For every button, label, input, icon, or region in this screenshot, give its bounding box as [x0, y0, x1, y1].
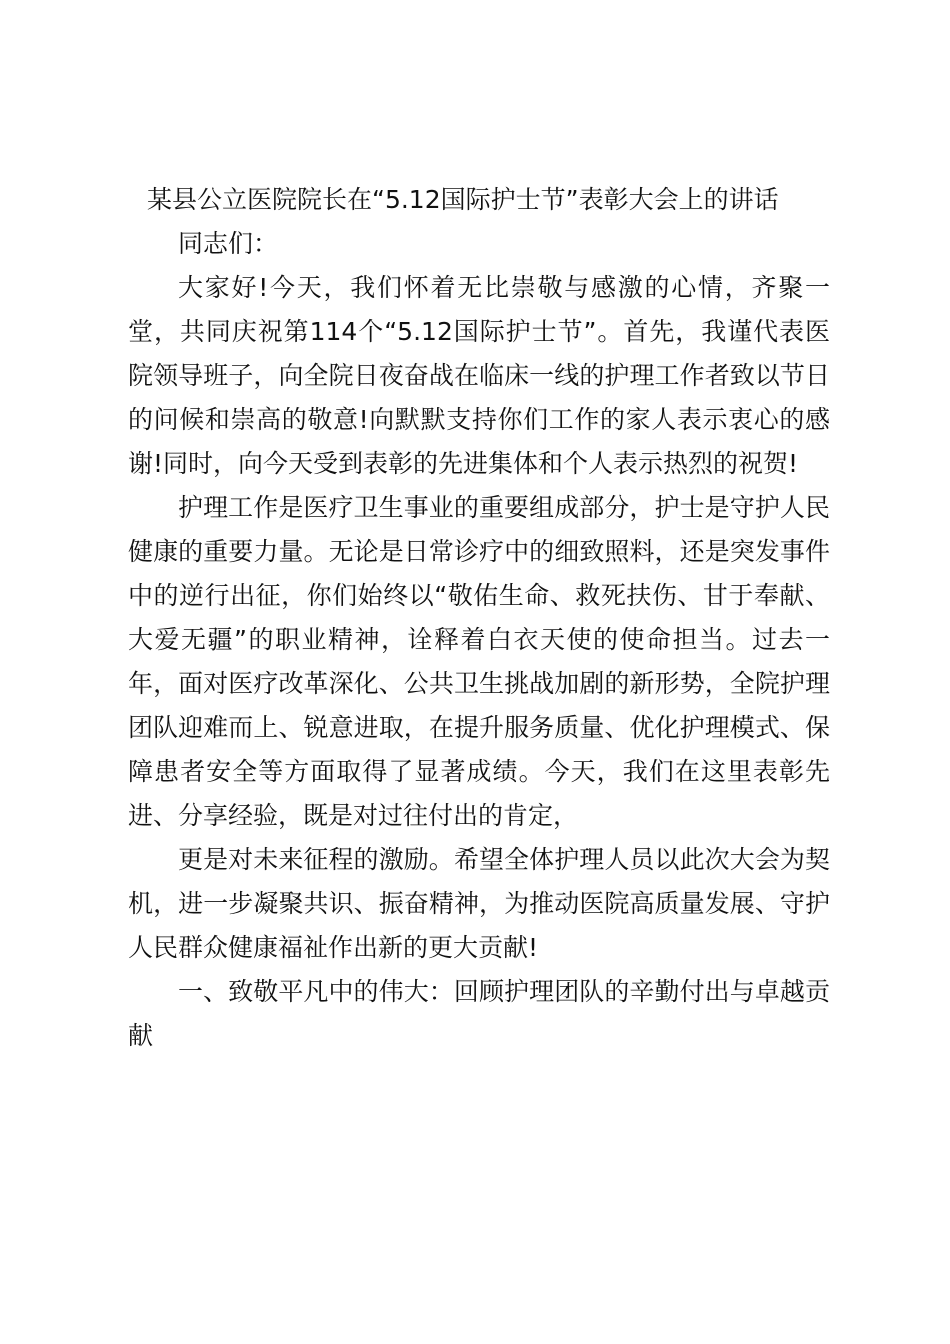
- page-title: 某县公立医院院长在“5.12国际护士节”表彰大会上的讲话: [147, 185, 779, 214]
- salutation-paragraph: 同志们：: [178, 229, 279, 258]
- document-body: [128, 222, 830, 1058]
- body-paragraph: 大家好!今天，我们怀着无比崇敬与感激的心情，齐聚一堂，共同庆祝第114个“5.12国际护士节”。首先，我谨代表医院领导班子，向全院日夜奋战在临床一线的护理工作者致以节日的问候和崇高的敬意!向默默支持你们工作的家人表示衷心的感谢!同时，向今天受到表彰的先进集体和个人表示热烈的祝贺!: [128, 273, 830, 478]
- body-paragraph: 更是对未来征程的激励。希望全体护理人员以此次大会为契机，进一步凝聚共识、振奋精神，为推动医院高质量发展、守护人民群众健康福祉作出新的更大贡献!: [128, 845, 830, 962]
- section-heading: 一、致敬平凡中的伟大：回顾护理团队的辛勤付出与卓越贡献: [128, 977, 830, 1050]
- body-paragraph: 护理工作是医疗卫生事业的重要组成部分，护士是守护人民健康的重要力量。无论是日常诊疗中的细致照料，还是突发事件中的逆行出征，你们始终以“敬佑生命、救死扶伤、甘于奉献、大爱无疆”的职业精神，诠释着白衣天使的使命担当。过去一年，面对医疗改革深化、公共卫生挑战加剧的新形势，全院护理团队迎难而上、锐意进取，在提升服务质量、优化护理模式、保障患者安全等方面取得了显著成绩。今天，我们在这里表彰先进、分享经验，既是对过往付出的肯定，: [128, 493, 830, 830]
